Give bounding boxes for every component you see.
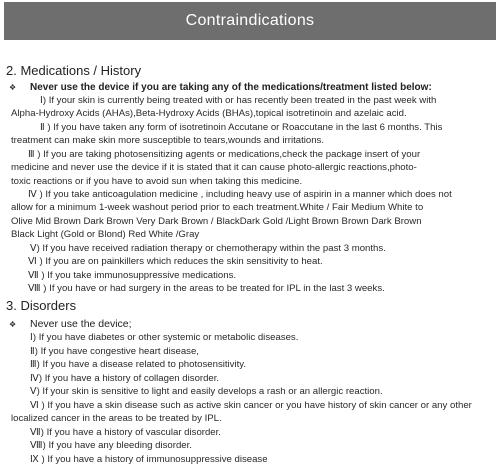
medications-line: Ⅳ ) If you take anticoagulation medicine , including heavy use of aspirin in a manner which does not [28, 189, 452, 200]
medications-line: Olive Mid Brown Dark Brown Very Dark Brown / BlackDark Gold /Light Brown Brown Dark Brown [11, 216, 422, 227]
disorders-line: Ⅸ ) If you have a history of immunosuppressive disease [30, 454, 268, 465]
medications-line: Ⅲ ) If you are taking photosensitizing agents or medications,check the package insert of your [28, 149, 421, 160]
banner-title: Contraindications [185, 12, 315, 29]
section-banner [4, 2, 496, 40]
disorders-line: Ⅷ) If you have any bleeding disorder. [30, 440, 192, 451]
diamond-bullet-icon: ❖ [9, 319, 17, 329]
medications-line: Black Light (Gold or Blond) Red White /Gray [11, 229, 200, 240]
disorders-line: Ⅰ) If you have diabetes or other systemic or metabolic diseases. [30, 332, 299, 343]
disorders-line: Ⅱ) If you have congestive heart disease, [30, 346, 199, 357]
medications-bullet-text: Never use the device if you are taking any of the medications/treatment listed below: [30, 82, 432, 93]
disorders-line: Ⅵ ) If you have a skin disease such as active skin cancer or you have history of skin cancer or any other [30, 400, 472, 411]
medications-line: Alpha-Hydroxy Acids (AHAs),Beta-Hydroxy Acids (BHAs),topical isotretinoin and azelaic acid. [11, 108, 407, 119]
medications-heading: 2. Medications / History [6, 63, 142, 78]
medications-line: treatment can make skin more susceptible to tears,wounds and irritations. [11, 135, 325, 146]
medications-line: Ⅱ ) If you have taken any form of isotretinoin Accutane or Roaccutane in the last 6 months. This [40, 122, 443, 133]
disorders-line: Ⅶ) If you have a history of vascular disorder. [30, 427, 221, 438]
disorders-line: Ⅲ) If you have a disease related to photosensitivity. [30, 359, 247, 370]
disorders-bullet [9, 318, 132, 330]
medications-line: toxic reactions or if you have to avoid sun when taking this medicine. [11, 176, 303, 187]
medications-line: Ⅷ ) If you have or had surgery in the areas to be treated for IPL in the last 3 weeks. [28, 283, 385, 294]
medications-line: Ⅶ ) If you take immunosuppressive medications. [28, 270, 237, 281]
disorders-line: Ⅳ) If you have a history of collagen disorder. [30, 373, 220, 384]
disorders-line: Ⅴ) If your skin is sensitive to light and easily develops a rash or an allergic reaction. [30, 386, 383, 397]
medications-line: allow for a minimum 1-week washout period prior to each treatment.White / Fair Medium White to [11, 202, 424, 213]
medications-bullet [9, 82, 432, 93]
medications-line: Ⅵ ) If you are on painkillers which reduces the skin sensitivity to heat. [28, 256, 323, 267]
disorders-heading: 3. Disorders [6, 298, 77, 313]
disorders-bullet-text: Never use the device; [30, 318, 132, 330]
disorders-line: localized cancer in the areas to be treated by IPL. [11, 413, 222, 424]
medications-line: Ⅴ) If you have received radiation therapy or chemotherapy within the past 3 months. [30, 243, 386, 254]
medications-line: Ⅰ) If your skin is currently being treated with or has recently been treated in the past week with [40, 95, 437, 106]
medications-line: medicine and never use the device if it is stated that it can cause photo-allergic reactions,photo- [11, 162, 417, 173]
diamond-bullet-icon: ❖ [9, 83, 17, 92]
